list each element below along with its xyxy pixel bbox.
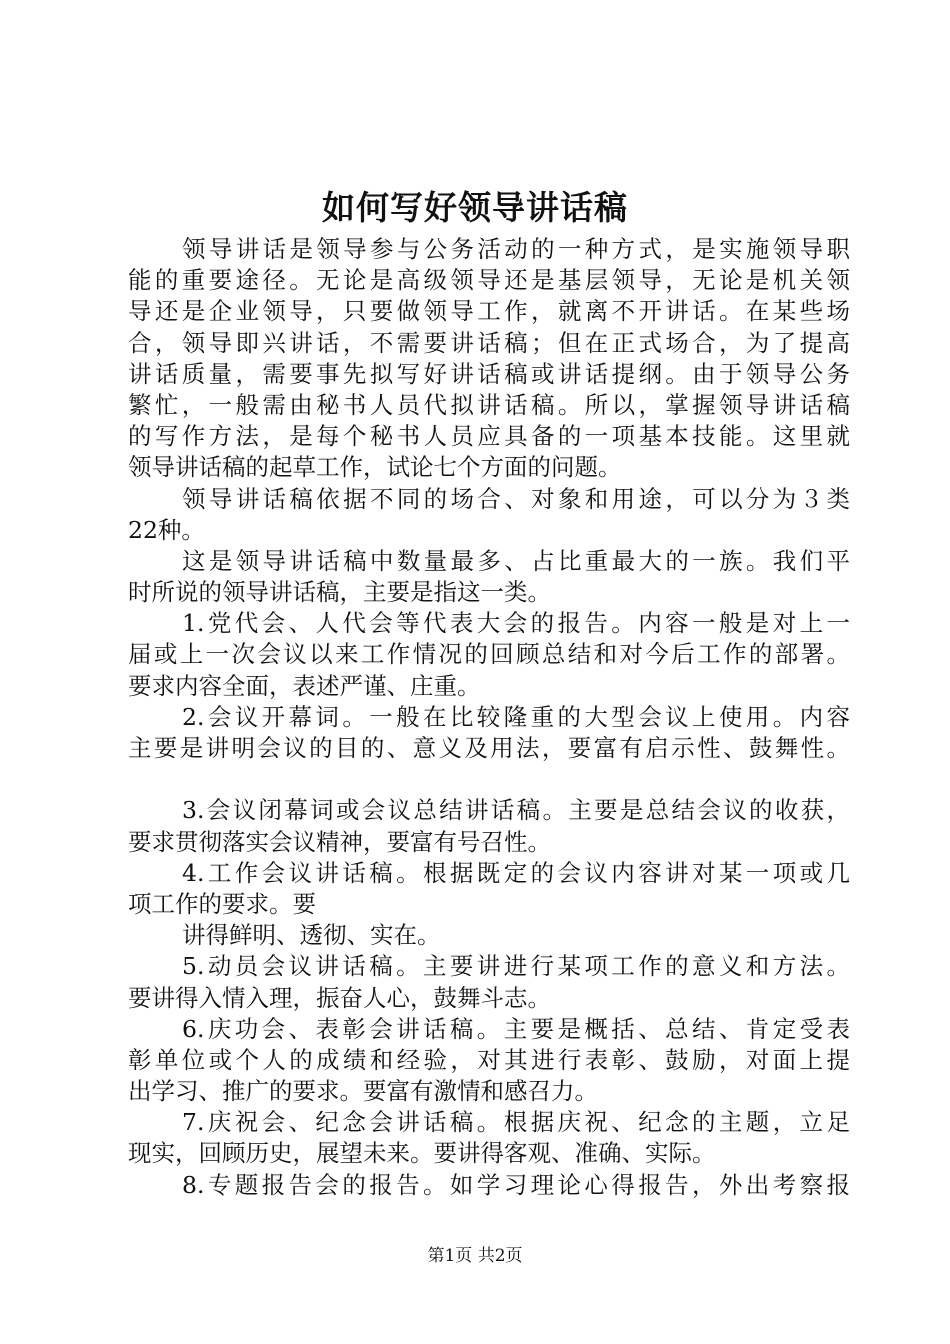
text-line: 1.党代会、人代会等代表大会的报告。内容一般是对上一	[182, 609, 850, 638]
text-line: 彰单位或个人的成绩和经验，对其进行表彰、鼓励，对面上提	[128, 1045, 850, 1074]
text-line: 合，领导即兴讲话，不需要讲话稿；但在正式场合，为了提高	[128, 328, 850, 357]
text-line: 7.庆祝会、纪念会讲话稿。根据庆祝、纪念的主题，立足	[182, 1108, 850, 1137]
text-line: 要求内容全面，表述严谨、庄重。	[128, 671, 481, 700]
text-line: 的写作方法，是每个秘书人员应具备的一项基本技能。这里就	[128, 422, 850, 451]
text-line: 5.动员会议讲话稿。主要讲进行某项工作的意义和方法。	[182, 952, 850, 981]
text-line: 讲话质量，需要事先拟写好讲话稿或讲话提纲。由于领导公务	[128, 359, 850, 388]
text-line: 3.会议闭幕词或会议总结讲话稿。主要是总结会议的收获，	[182, 796, 850, 825]
text-line: 导还是企业领导，只要做领导工作，就离不开讲话。在某些场	[128, 297, 850, 326]
text-line: 8.专题报告会的报告。如学习理论心得报告，外出考察报	[182, 1170, 850, 1199]
text-line: 繁忙，一般需由秘书人员代拟讲话稿。所以，掌握领导讲话稿	[128, 390, 850, 419]
text-line: 出学习、推广的要求。要富有激情和感召力。	[128, 1077, 598, 1106]
text-line: 主要是讲明会议的目的、意义及用法，要富有启示性、鼓舞性。	[128, 734, 850, 762]
text-line: 4.工作会议讲话稿。根据既定的会议内容讲对某一项或几	[182, 858, 850, 887]
text-line: 领导讲话是领导参与公务活动的一种方式，是实施领导职	[182, 235, 850, 263]
text-line: 现实，回顾历史，展望未来。要讲得客观、准确、实际。	[128, 1139, 716, 1168]
text-line: 项工作的要求。要	[128, 889, 316, 918]
text-line: 要求贯彻落实会议精神，要富有号召性。	[128, 827, 551, 856]
text-line: 时所说的领导讲话稿，主要是指这一类。	[128, 578, 551, 607]
document-body	[128, 234, 850, 1201]
text-line: 2.会议开幕词。一般在比较隆重的大型会议上使用。内容	[182, 702, 850, 731]
page-number-footer: 第1页 共2页	[427, 1246, 523, 1266]
text-line: 讲得鲜明、透彻、实在。	[182, 921, 441, 950]
text-line: 领导讲话稿依据不同的场合、对象和用途，可以分为３类	[182, 484, 850, 513]
text-line: 6.庆功会、表彰会讲话稿。主要是概括、总结、肯定受表	[182, 1014, 850, 1043]
blank-line	[128, 764, 850, 795]
text-line: 届或上一次会议以来工作情况的回顾总结和对今后工作的部署。	[128, 640, 850, 669]
text-line: 这是领导讲话稿中数量最多、占比重最大的一族。我们平	[182, 546, 850, 575]
text-line: 22种。	[128, 515, 205, 544]
text-line: 领导讲话稿的起草工作，试论七个方面的问题。	[128, 453, 622, 482]
text-line: 能的重要途径。无论是高级领导还是基层领导，无论是机关领	[128, 266, 850, 295]
document-title: 如何写好领导讲话稿	[322, 188, 628, 227]
text-line: 要讲得入情入理，振奋人心，鼓舞斗志。	[128, 983, 551, 1012]
